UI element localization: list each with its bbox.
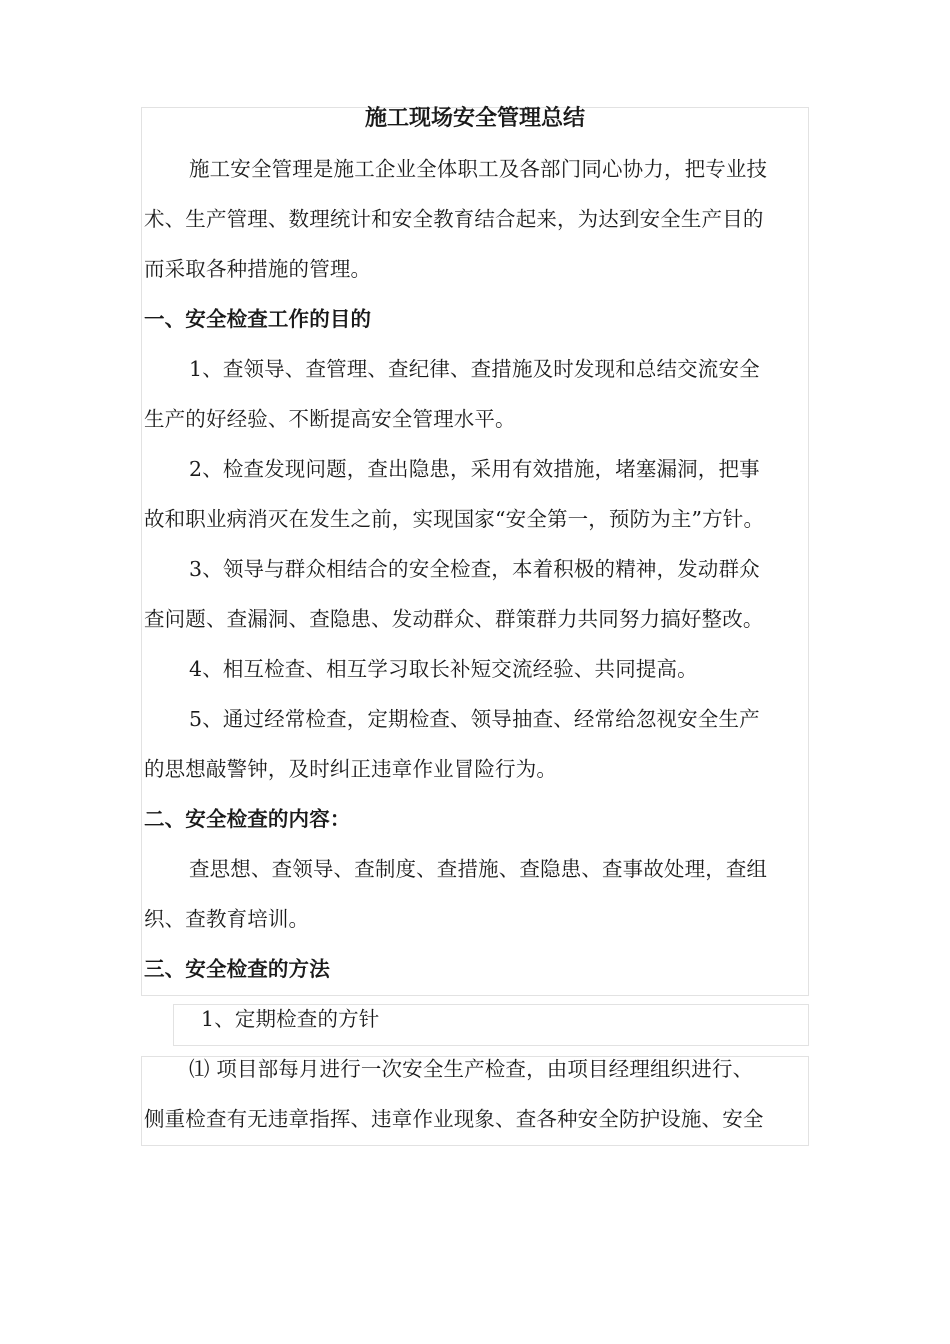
paragraph-line: ⑴ 项目部每月进行一次安全生产检查，由项目经理组织进行、 xyxy=(189,1057,754,1081)
section-heading: 三、安全检查的方法 xyxy=(144,957,330,981)
paragraph-line: 施工安全管理是施工企业全体职工及各部门同心协力，把专业技 xyxy=(189,157,768,181)
paragraph-line: 查思想、查领导、查制度、查措施、查隐患、查事故处理，查组 xyxy=(189,857,768,881)
paragraph-line: 故和职业病消灭在发生之前，实现国家“安全第一，预防为主”方针。 xyxy=(144,507,765,531)
paragraph-line: 织、查教育培训。 xyxy=(144,907,310,931)
paragraph-line: 3、领导与群众相结合的安全检查，本着积极的精神，发动群众 xyxy=(189,557,760,581)
paragraph-line: 术、生产管理、数理统计和安全教育结合起来，为达到安全生产目的 xyxy=(144,207,764,231)
paragraph-line: 侧重检查有无违章指挥、违章作业现象、查各种安全防护设施、安全 xyxy=(144,1107,764,1131)
paragraph-line: 4、相互检查、相互学习取长补短交流经验、共同提高。 xyxy=(189,657,698,681)
paragraph-line: 1、查领导、查管理、查纪律、查措施及时发现和总结交流安全 xyxy=(189,357,760,381)
paragraph-line: 生产的好经验、不断提高安全管理水平。 xyxy=(144,407,516,431)
section-heading: 一、安全检查工作的目的 xyxy=(144,307,372,331)
document-title: 施工现场安全管理总结 xyxy=(364,105,585,131)
paragraph-line: 2、检查发现问题，查出隐患，采用有效措施，堵塞漏洞，把事 xyxy=(189,457,760,481)
paragraph-line: 查问题、查漏洞、查隐患、发动群众、群策群力共同努力搞好整改。 xyxy=(144,607,764,631)
paragraph-line: 而采取各种措施的管理。 xyxy=(144,257,372,281)
paragraph-line: 5、通过经常检查，定期检查、领导抽查、经常给忽视安全生产 xyxy=(189,707,760,731)
paragraph-line: 1、定期检查的方针 xyxy=(201,1007,380,1031)
section-heading: 二、安全检查的内容： xyxy=(144,807,351,831)
paragraph-line: 的思想敲警钟，及时纠正违章作业冒险行为。 xyxy=(144,757,557,781)
